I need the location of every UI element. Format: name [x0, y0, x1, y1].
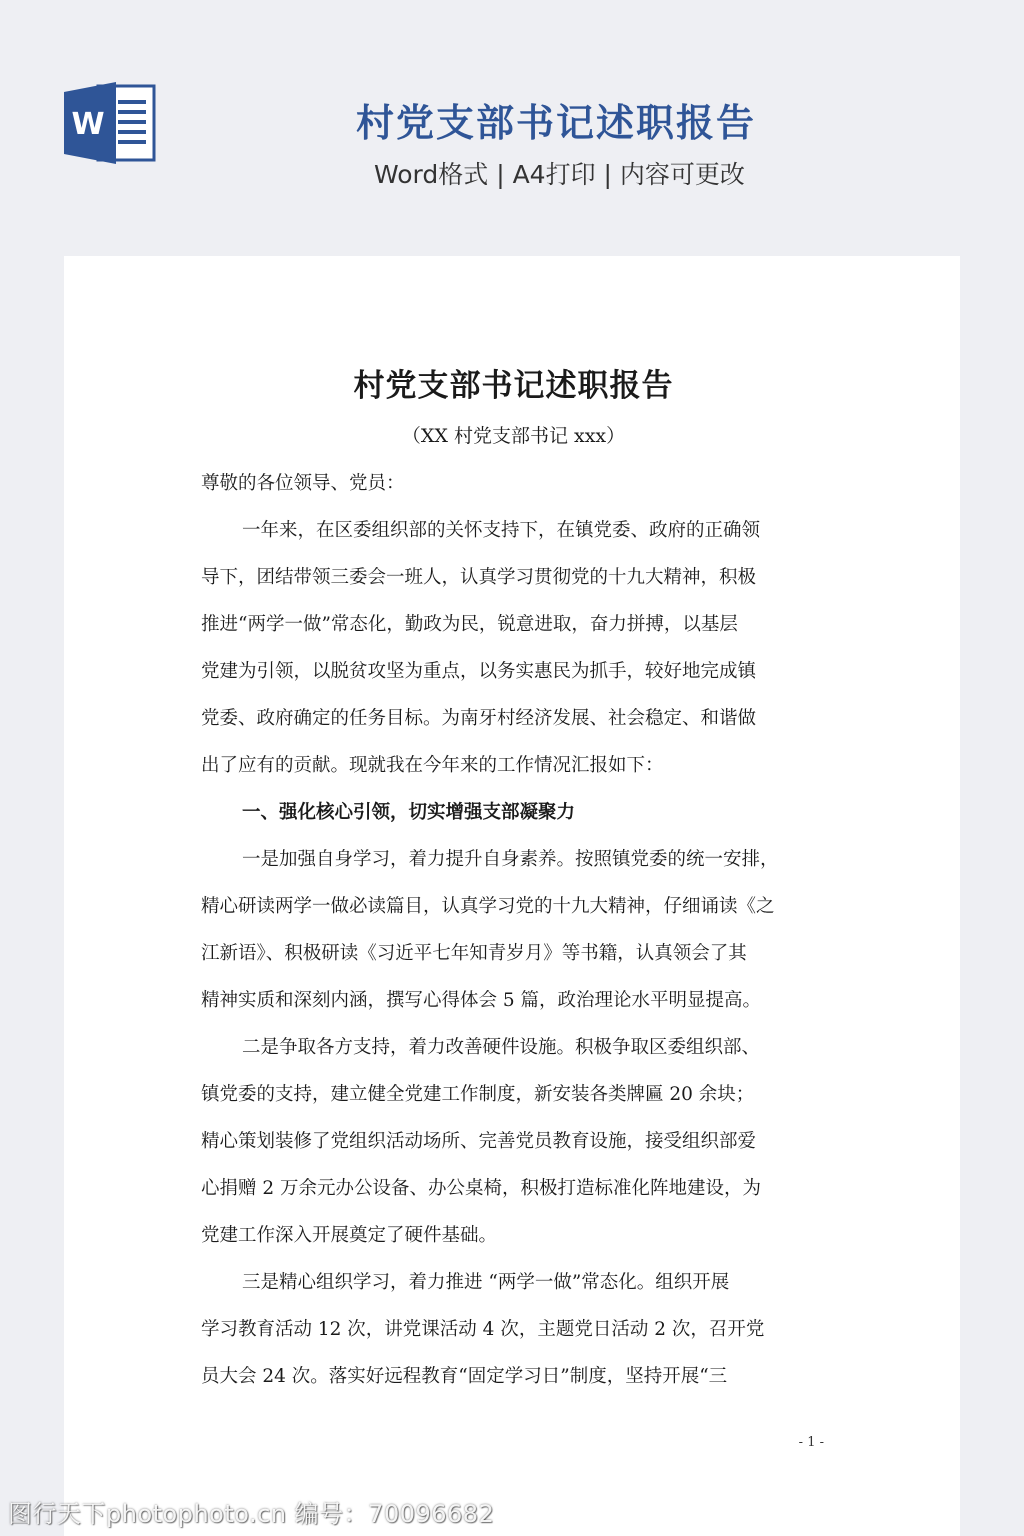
text-line: 心捐赠 2 万余元办公设备、办公桌椅，积极打造标准化阵地建设，为: [201, 1178, 762, 1199]
document-page: [64, 256, 960, 1536]
word-icon-letter: W: [71, 107, 105, 142]
word-document-icon: [64, 82, 158, 164]
header-banner: [0, 0, 1024, 230]
text-line: 镇党委的支持，建立健全党建工作制度，新安装各类牌匾 20 余块；: [201, 1084, 755, 1105]
text-line: 推进“两学一做”常态化，勤政为民，锐意进取，奋力拼搏，以基层: [201, 614, 738, 635]
text-line: 江新语》、积极研读《习近平七年知青岁月》等书籍，认真领会了其: [201, 943, 747, 964]
text-line: 党建工作深入开展奠定了硬件基础。: [201, 1225, 498, 1246]
text-line: 导下，团结带领三委会一班人，认真学习贯彻党的十九大精神，积极: [201, 567, 757, 588]
text-line: 党建为引领，以脱贫攻坚为重点，以务实惠民为抓手，较好地完成镇: [201, 661, 757, 682]
text-line: 精心研读两学一做必读篇目，认真学习党的十九大精神，仔细诵读《之: [201, 896, 775, 917]
document-title: 村党支部书记述职报告: [353, 368, 674, 404]
text-line: 精心策划装修了党组织活动场所、完善党员教育设施，接受组织部爱: [201, 1131, 757, 1152]
text-line: 二是争取各方支持，着力改善硬件设施。积极争取区委组织部、: [242, 1037, 761, 1058]
text-line: 精神实质和深刻内涵，撰写心得体会 5 篇，政治理论水平明显提高。: [201, 990, 762, 1011]
page-number: - 1 -: [798, 1435, 824, 1450]
text-line: 员大会 24 次。落实好远程教育“固定学习日”制度，坚持开展“三: [201, 1366, 728, 1387]
document-subtitle: （XX 村党支部书记 xxx）: [401, 425, 626, 447]
text-line: 尊敬的各位领导、党员：: [201, 473, 405, 494]
document-text: [201, 460, 826, 1400]
text-line: 一年来，在区委组织部的关怀支持下，在镇党委、政府的正确领: [242, 520, 761, 541]
text-line: 学习教育活动 12 次，讲党课活动 4 次，主题党日活动 2 次，召开党: [201, 1319, 765, 1340]
text-line: 党委、政府确定的任务目标。为南牙村经济发展、社会稳定、和谐做: [201, 708, 757, 729]
text-line: 一是加强自身学习，着力提升自身素养。按照镇党委的统一安排，: [242, 849, 779, 870]
banner-title: 村党支部书记述职报告: [356, 101, 757, 145]
document-body: [201, 356, 826, 1400]
banner-subtitle: Word格式 | A4打印 | 内容可更改: [374, 160, 745, 189]
watermark: 图行天下photophoto.cn 编号：70096682: [8, 1500, 495, 1528]
section-heading: 一、强化核心引领，切实增强支部凝聚力: [242, 802, 576, 823]
text-line: 出了应有的贡献。现就我在今年来的工作情况汇报如下：: [201, 755, 664, 776]
text-line: 三是精心组织学习，着力推进 “两学一做”常态化。组织开展: [242, 1272, 730, 1293]
